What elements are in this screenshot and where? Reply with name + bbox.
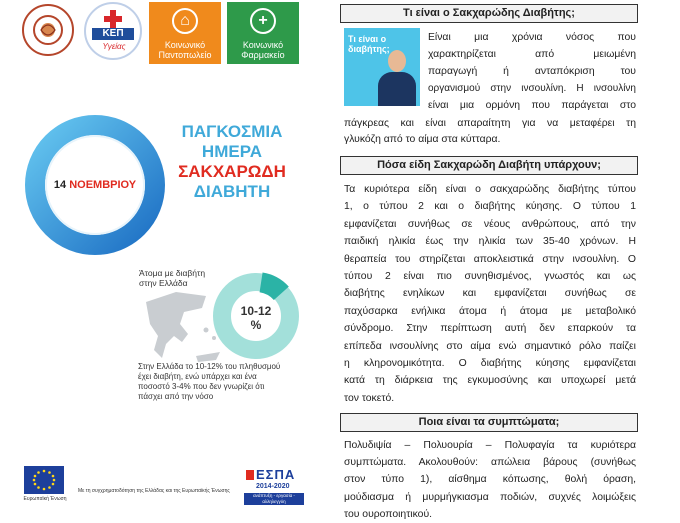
section1-line-1: Είναι μια χρόνια νόσος που — [428, 32, 636, 43]
section1-line-2: χαρακτηρίζεται από μειωμένη — [428, 49, 636, 60]
social-pharmacy-label: Κοινωνικό Φαρμακείο — [241, 40, 285, 60]
paragraph-line: θεραπεία του στηρίζεται αποκλειστικά στην ινσουλίνη. Ο — [344, 253, 636, 265]
infographic-caption: Στην Ελλάδα το 10-12% του πληθυσμού έχει διαβήτη, ενώ υπάρχει και ένα ποσοστό 3-4% που δεν γνωρίζει ότι πάσχει από την νόσο — [138, 362, 281, 401]
municipality-seal-logo — [22, 4, 74, 56]
cofunding-text: Με τη συγχρηματοδότηση της Ελλάδας και της Ευρωπαϊκής Ένωσης — [78, 488, 230, 494]
section3-body — [344, 437, 636, 523]
eu-caption: Ευρωπαϊκή Ένωση — [23, 496, 67, 502]
infographic-heading: Άτομα με διαβήτη στην Ελλάδα — [139, 268, 206, 288]
paragraph-line: εμφανίζεται συνήθως σε νέους ανθρώπους, από την — [344, 218, 636, 230]
percent-label: 10-12 % — [240, 304, 272, 332]
eu-stars-icon — [24, 466, 64, 494]
medical-cross-icon — [104, 10, 122, 28]
title-line-3: ΣΑΚΧΑΡΩΔΗ — [178, 162, 286, 181]
social-pharmacy-logo — [227, 2, 299, 64]
paragraph-line: η κληρονομικότητα. Ο διαβήτης κύησης εμφανίζεται — [344, 357, 636, 369]
paragraph-line: τύπου 2 είναι πιο συνηθισμένος, γνωστός και ως — [344, 270, 636, 282]
date-label — [38, 179, 152, 191]
paragraph-line: Πολυδιψία – Πολυουρία – Πολυφαγία τα κυριότερα — [344, 440, 636, 451]
date-day: 14 — [53, 179, 67, 191]
diabetes-illustration — [344, 28, 420, 106]
paragraph-line: παχύσαρκα ενήλικα άτομα ή άτομα με μεταβολικό — [344, 305, 636, 317]
section1-line-7: γλυκόζη από το αίμα στα κύτταρα. — [344, 134, 501, 145]
paragraph-line: τον τοκετό. — [344, 392, 395, 404]
section2-body — [344, 181, 636, 407]
title-line-4: ΔΙΑΒΗΤΗ — [193, 182, 271, 201]
paragraph-line: Τα κυριότερα είδη είναι ο σακχαρώδης διαβήτης τύπου — [344, 184, 636, 195]
donut-slice — [261, 282, 281, 293]
section1-heading: Τι είναι ο Σακχαρώδης Διαβήτης; — [340, 4, 638, 23]
espa-label: ΕΣΠΑ — [256, 467, 296, 482]
kep-label: ΚΕΠ — [92, 28, 134, 40]
date-month: ΝΟΕΜΒΡΙΟΥ — [69, 179, 137, 191]
title-line-2: ΗΜΕΡΑ — [201, 142, 263, 161]
espa-stripe — [246, 470, 254, 480]
paragraph-line: διαβήτης ενηλίκων και εμφανίζεται συνήθως σε — [344, 288, 636, 300]
paragraph-line: κατά τη διάρκεια της εγκυμοσύνης και υποχωρεί μετά — [344, 375, 636, 387]
infographic-panel — [136, 262, 306, 412]
section3-heading: Ποια είναι τα συμπτώματα; — [340, 413, 638, 432]
espa-years: 2014-2020 — [256, 483, 290, 490]
paragraph-line: μούδιασμα ή μυρμήγκιασμα ποδιών, συχνές λοιμώξεις — [344, 491, 636, 503]
section1-line-6: πάγκρεας και είναι απαραίτητη για να μεταφέρει τη — [344, 118, 636, 129]
seal-icon — [24, 6, 72, 54]
social-grocery-logo — [149, 2, 221, 64]
paragraph-line: συμπτώματα. Ακολουθούν: απώλεια βάρους (συνήθως — [344, 457, 636, 469]
paragraph-line: παιδική ηλικία έως την ηλικία των 35-40 χρόνων. Η — [344, 236, 636, 248]
basket-icon: ⌂ — [172, 8, 198, 34]
section1-line-3: παραγωγή ή ανταπόκριση του — [428, 66, 636, 77]
section2-heading: Πόσα είδη Σακχαρώδη Διαβήτη υπάρχουν; — [340, 156, 638, 175]
eu-flag-logo — [24, 466, 64, 494]
section1-line-5: είναι μια ορμόνη που παράγεται στο — [428, 100, 636, 111]
plus-icon: + — [250, 8, 276, 34]
paragraph-line: του ουροποιητικού. — [344, 508, 433, 520]
social-grocery-label: Κοινωνικό Παντοπωλείο — [158, 40, 212, 60]
paragraph-line: σύνδρομο. Στην περίπτωση αυτή δεν επαρκούν τα — [344, 323, 636, 335]
section1-line-4: οργανισμού στην ινσουλίνη. Η ινσουλίνη — [428, 83, 636, 94]
espa-subtitle: ανάπτυξη - εργασία - αλληλεγγύη — [244, 493, 304, 505]
title-line-1: ΠΑΓΚΟΣΜΙΑ — [181, 122, 283, 141]
page-title — [172, 122, 292, 202]
paragraph-line: επίπεδα ινσουλίνης στο αίμα ενώ σημαντικό ρόλο παίζει — [344, 340, 636, 352]
kep-sublabel: Υγείας — [102, 42, 126, 51]
kep-health-logo — [84, 2, 142, 60]
paragraph-line: στον τύπο 1), αίσθημα κόπωσης, θολή όραση, — [344, 474, 636, 486]
illustration-text: Τι είναι ο διαβήτης; — [348, 34, 390, 54]
paragraph-line: 1, ο τύπου 2 και ο διαβήτης κύησης. Ο τύπου 1 — [344, 201, 636, 213]
espa-logo — [244, 467, 304, 503]
person-head — [388, 50, 406, 72]
person-body — [378, 72, 416, 106]
